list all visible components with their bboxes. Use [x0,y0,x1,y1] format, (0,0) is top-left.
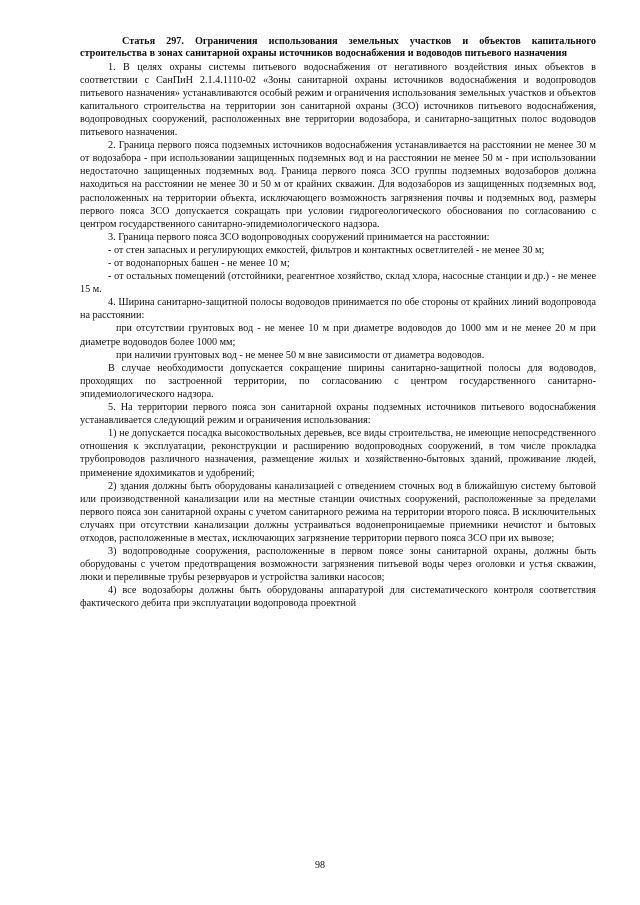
paragraph-1: 1. В целях охраны системы питьевого водоснабжения от негативного воздействия иных объектов в соответствии с СанПиН 2.1.4.1110-02 «Зоны санитарной охраны источников водоснабжения и водопроводов питьевого назначения» устанавливаются особый режим и ограничения использования земельных участков и объектов капитального строительства на территории зон санитарной охраны (ЗСО) источников питьевого водоснабжения, водопроводных сооружений, расположенных вне территории водозабора, и санитарно-защитных полос водоводов питьевого назначения. [80,61,596,139]
paragraph-4: 4. Ширина санитарно-защитной полосы водоводов принимается по обе стороны от крайних линий водопровода на расстоянии: [80,297,596,322]
paragraph-3-item-2: - от водонапорных башен - не менее 10 м; [108,258,290,269]
paragraph-5: 5. На территории первого пояса зон санитарной охраны подземных источников питьевого водоснабжения устанавливается следующий режим и ограничения использования: [80,402,596,427]
paragraph-5-item-3: 3) водопроводные сооружения, расположенные в первом поясе зоны санитарной охраны, должны быть оборудованы с учетом предотвращения возможности загрязнения питьевой воды через оголовки и устья скважин, люки и переливные трубы резервуаров и устройства заливки насосов; [80,546,596,584]
paragraph-3-item-1: - от стен запасных и регулирующих емкостей, фильтров и контактных осветлителей - не менее 30 м; [108,244,545,256]
paragraph-5-item-2: 2) здания должны быть оборудованы канализацией с отведением сточных вод в ближайшую систему бытовой или производственной канализации или на местные станции очистных сооружений, расположенные за пределами первого пояса зон санитарной охраны с учетом санитарного режима на территории второго пояса. В исключительных случаях при отсутствии канализации должны устраиваться водонепроницаемые приемники нечистот и бытовых отходов, расположенные в местах, исключающих загрязнение территории первого пояса ЗСО при их вывозе; [80,480,596,544]
paragraph-4-item-1: при отсутствии грунтовых вод - не менее 10 м при диаметре водоводов до 1000 мм и не менее 20 м при диаметре водоводов более 1000 мм; [80,323,596,348]
paragraph-4-item-2: при наличии грунтовых вод - не менее 50 м вне зависимости от диаметра водоводов. [116,349,485,361]
paragraph-2: 2. Граница первого пояса подземных источников водоснабжения устанавливается на расстоянии не менее 30 м от водозабора - при использовании защищенных подземных вод и на расстоянии не менее 50 м - при использовании недостаточно защищенных подземных вод. Граница первого пояса ЗСО группы подземных водозаборов должна находиться на расстоянии не менее 30 и 50 м от крайних скважин. Для водозаборов из защищенных подземных вод, расположенных на территории объекта, исключающего возможность загрязнения почвы и подземных вод, размеры первого пояса ЗСО допускается сокращать при условии гидрогеологического обоснования по согласованию с центром государственного санитарно-эпидемиологического надзора. [80,140,596,230]
paragraph-3-item-3: - от остальных помещений (отстойники, реагентное хозяйство, склад хлора, насосные станции и др.) - не менее 15 м. [80,271,596,296]
paragraph-4-note: В случае необходимости допускается сокращение ширины санитарно-защитной полосы для водоводов, проходящих по застроенной территории, по согласованию с центром государственного санитарно-эпидемиологического надзора. [80,362,596,400]
paragraph-3: 3. Граница первого пояса ЗСО водопроводных сооружений принимается на расстоянии: [108,231,490,243]
page-number: 98 [315,860,325,871]
paragraph-5-item-1: 1) не допускается посадка высокоствольных деревьев, все виды строительства, не имеющие непосредственного отношения к эксплуатации, реконструкции и расширению водопроводных сооружений, в том числе прокладка трубопроводов различного назначения, размещение жилых и хозяйственно-бытовых зданий, проживание людей, применение ядохимикатов и удобрений; [80,428,596,479]
article-title: Статья 297. Ограничения использования земельных участков и объектов капитального строительства в зонах санитарной охраны источников водоснабжения и водоводов питьевого назначения [80,36,596,60]
paragraph-5-item-4: 4) все водозаборы должны быть оборудованы аппаратурой для систематического контроля соответствия фактического дебита при эксплуатации водопровода проектной [80,585,596,610]
document-page [80,36,596,611]
